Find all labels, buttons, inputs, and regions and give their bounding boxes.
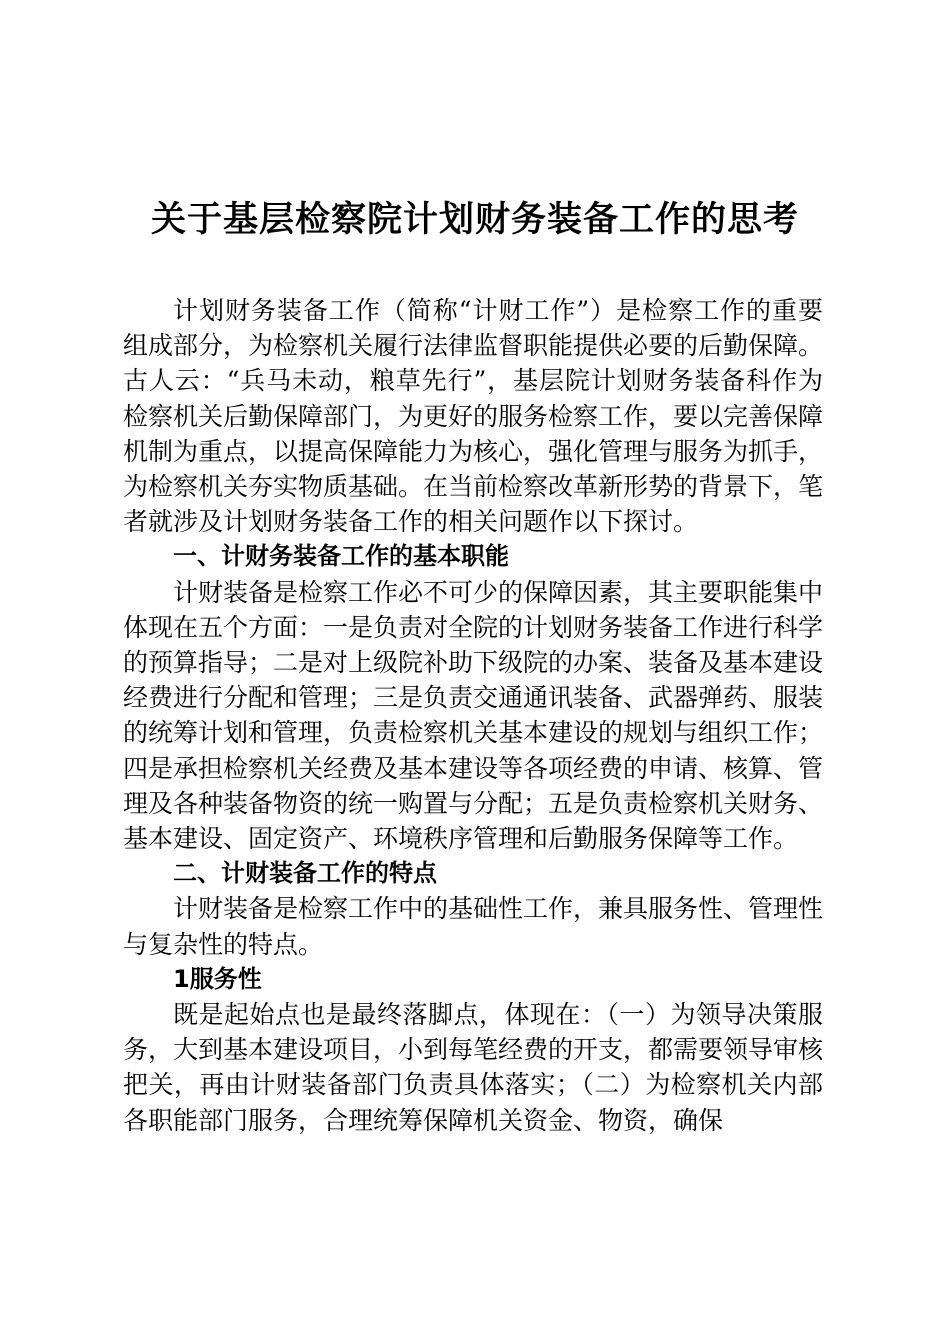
intro-paragraph: 计划财务装备工作（简称“计财工作”）是检察工作的重要组成部分，为检察机关履行法律监督职能提供必要的后勤保障。古人云：“兵马未动，粮草先行”，基层院计划财务装备科作为检察机关后勤保障部门，为更好的服务检察工作，要以完善保障机制为重点，以提高保障能力为核心，强化管理与服务为抓手，为检察机关夯实物质基础。在当前检察改革新形势的背景下，笔者就涉及计划财务装备工作的相关问题作以下探讨。 <box>123 296 824 537</box>
document-body <box>123 293 823 1138</box>
section-2-paragraph: 计财装备是检察工作中的基础性工作，兼具服务性、管理性与复杂性的特点。 <box>123 894 824 959</box>
subsection-1-heading: 1服务性 <box>173 964 262 993</box>
section-1-heading: 一、计财务装备工作的基本职能 <box>173 542 509 571</box>
section-2-heading: 二、计财装备工作的特点 <box>173 859 437 888</box>
section-1-paragraph: 计财装备是检察工作必不可少的保障因素，其主要职能集中体现在五个方面：一是负责对全院的计划财务装备工作进行科学的预算指导；二是对上级院补助下级院的办案、装备及基本建设经费进行分配和管理；三是负责交通通讯装备、武器弹药、服装的统筹计划和管理，负责检察机关基本建设的规划与组织工作；四是承担检察机关经费及基本建设等各项经费的申请、核算、管理及各种装备物资的统一购置与分配；五是负责检察机关财务、基本建设、固定资产、环境秩序管理和后勤服务保障等工作。 <box>123 577 824 854</box>
document-title: 关于基层检察院计划财务装备工作的思考 <box>150 199 799 240</box>
subsection-1-paragraph: 既是起始点也是最终落脚点，体现在：（一）为领导决策服务，大到基本建设项目，小到每笔经费的开支，都需要领导审核把关，再由计财装备部门负责具体落实；（二）为检察机关内部各职能部门服务，合理统筹保障机关资金、物资，确保 <box>123 1000 824 1135</box>
